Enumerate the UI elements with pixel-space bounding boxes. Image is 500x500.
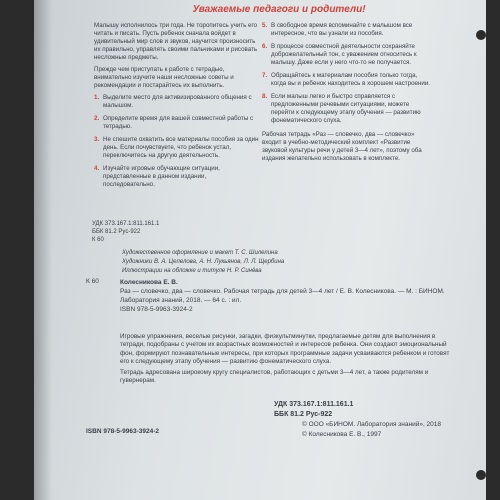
item-number: 4. [94, 165, 100, 172]
item-number: 1. [94, 94, 100, 101]
udk-code: УДК 373.167.1:811.161.1 [92, 221, 160, 227]
author-name: Колесникова Е. В. [120, 279, 178, 286]
advice-item [262, 72, 432, 88]
copyright-line: © Колесникова Е. В., 1997 [302, 431, 382, 438]
bbk-code: ББК 81.2 Рус-922 [274, 411, 333, 418]
item-number: 7. [262, 72, 268, 79]
advice-item [94, 136, 259, 160]
item-number: 8. [262, 93, 268, 100]
advice-item [94, 165, 259, 189]
item-number: 2. [94, 115, 100, 122]
isbn: ISBN 978-5-9963-3924-2 [120, 306, 193, 313]
page-heading: Уважаемые педагоги и родители! [192, 4, 366, 15]
item-number: 3. [94, 136, 100, 143]
credit-line: Художники В. А. Цепелова, А. Н. Лукьянов, Л. Л. Щербина [122, 259, 285, 265]
advice-intro-paragraph: Прежде чем приступать к работе с тетрадью, внимательно изучите наши несложные советы и рекомендации и постарайтесь их выполнить. [94, 66, 234, 89]
author-mark: К 60 [92, 237, 104, 243]
bibliography-label: К 60 [86, 278, 99, 285]
item-number: 6. [262, 43, 268, 50]
copyright-line: © ООО «БИНОМ. Лаборатория знаний», 2018 [302, 421, 442, 428]
annotation-paragraph: Игровые упражнения, веселые рисунки, загадки, физкультминутки, предлагаемые детям для выполнения в тетради, подобраны с учетом их возрастных возможностей и интересов ребенка. Они создают эмоциональный фон, формируют познавательные интересы, при которых программные задачи усваиваются ребенком и готовят его к следующему этапу обучения — развитию фонематического слуха. [120, 333, 450, 366]
udk-code: УДК 373.167.1:811.161.1 [274, 401, 354, 408]
item-text: Изучайте игровые обучающие ситуации, представленные в данном издании, последовательно. [103, 165, 220, 188]
item-text: В свободное время вспоминайте с малышом все интересное, что вы узнали из пособия. [271, 22, 413, 37]
binder-hole [476, 470, 486, 480]
bottom-classification-codes [274, 400, 353, 420]
advice-item [94, 94, 259, 110]
isbn-bottom: ISBN 978-5-9963-3924-2 [86, 428, 159, 435]
item-text: Выделите место для активизированного общения с малышом. [103, 94, 252, 109]
advice-item [94, 115, 259, 131]
item-number: 5. [262, 22, 268, 29]
bibliography-entry [120, 278, 450, 314]
credit-line: Иллюстрации на обложке и титуле Н. Р. Синёва [122, 268, 262, 274]
closing-paragraph: Рабочая тетрадь «Раз — словечко, два — словечко» входит в учебно-методический комплект «Развитие звуковой культуры речи у детей 3—4 лет», поэтому оба издания желательно использовать в комплекте. [262, 131, 422, 162]
credit-line: Художественное оформление и макет Т. С. Шилелина [122, 250, 278, 256]
intro-paragraph: Малышу исполнилось три года. Не торопитесь учить его читать и писать. Пусть ребенок сначала войдет в удивительный мир слов и звуков, научится произносить их правильно, управлять своими пальчиками и рисовать несложные предметы. [94, 22, 258, 61]
advice-item [262, 22, 432, 38]
annotation-paragraph: Тетрадь адресована широкому кругу специалистов, работающих с детьми 3—4 лет, а также родителям и гувернерам. [120, 368, 429, 385]
right-column [262, 22, 432, 167]
bbk-code: ББК 81.2 Рус-922 [92, 229, 141, 235]
left-column [94, 22, 259, 194]
credits [122, 249, 442, 276]
item-text: Не спешите охватить все материалы пособия за один день. Если почувствуете, что ребенок устал, переключитесь на другую деятельность. [103, 136, 259, 159]
binder-hole [476, 30, 486, 40]
item-text: В процессе совместной деятельности сохраняйте доброжелательный тон, с уважением относитесь к малышу. Даже если у него что-то не получается. [271, 43, 417, 66]
advice-item [262, 43, 432, 67]
page-shadow [34, 0, 52, 500]
advice-item [262, 93, 432, 125]
item-text: Определите время для вашей совместной работы с тетрадью. [103, 115, 254, 130]
classification-codes [92, 220, 159, 244]
bibliography-description: Раз — словечко, два — словечко. Рабочая тетрадь для детей 3—4 лет / Е. В. Колесникова. — М. : БИНОМ. Лаборатория знаний, 2018. — 64 с. : ил. [120, 288, 445, 304]
book-page [34, 0, 486, 500]
copyright-block [302, 420, 441, 440]
item-text: Если малыш легко и быстро справляется с предложенными речевыми ситуациями, можете перейти к следующему этапу обучения — развитию фонематического слуха. [271, 93, 421, 124]
item-text: Обращайтесь к материалам пособия только тогда, когда вы и ребенок находитесь в хорошем настроении. [271, 72, 430, 87]
annotation [120, 333, 450, 387]
